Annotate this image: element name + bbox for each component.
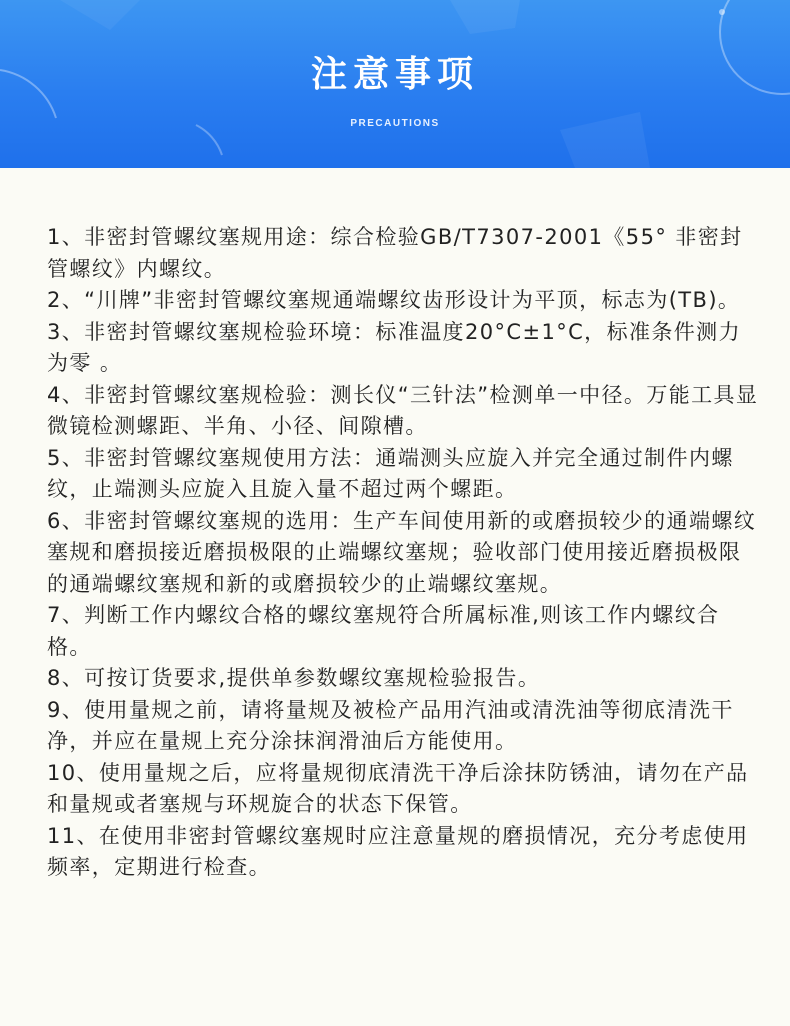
page-subtitle: PRECAUTIONS [350, 118, 440, 129]
page-title: 注意事项 [310, 54, 479, 95]
note-item-4: 4、非密封管螺纹塞规检验：测长仪“三针法”检测单一中径。万能工具显微镜检测螺距、半角、小径、间隙槽。 [47, 382, 759, 438]
note-item-1: 1、非密封管螺纹塞规用途：综合检验GB/T7307-2001《55° 非密封管螺纹》内螺纹。 [47, 225, 743, 281]
note-item-6: 6、非密封管螺纹塞规的选用：生产车间使用新的或磨损较少的通端螺纹塞规和磨损接近磨损极限的止端螺纹塞规；验收部门使用接近磨损极限的通端螺纹塞规和新的或磨损较少的止端螺纹塞规。 [47, 508, 757, 596]
note-item-9: 9、使用量规之前，请将量规及被检产品用汽油或清洗油等彻底清洗干净，并应在量规上充分涂抹润滑油后方能使用。 [47, 697, 734, 753]
note-item-2: 2、“川牌”非密封管螺纹塞规通端螺纹齿形设计为平顶，标志为(TB)。 [47, 288, 741, 312]
note-item-8: 8、可按订货要求,提供单参数螺纹塞规检验报告。 [47, 666, 541, 690]
note-item-3: 3、非密封管螺纹塞规检验环境：标准温度20°C±1°C，标准条件测力为零 。 [47, 319, 741, 375]
note-item-10: 10、使用量规之后，应将量规彻底清洗干净后涂抹防锈油，请勿在产品和量规或者塞规与环规旋合的状态下保管。 [47, 760, 749, 816]
note-item-5: 5、非密封管螺纹塞规使用方法：通端测头应旋入并完全通过制件内螺纹，止端测头应旋入且旋入量不超过两个螺距。 [47, 445, 734, 501]
note-item-7: 7、判断工作内螺纹合格的螺纹塞规符合所属标准,则该工作内螺纹合格。 [47, 603, 720, 659]
header-banner [0, 0, 790, 168]
note-item-11: 11、在使用非密封管螺纹塞规时应注意量规的磨损情况，充分考虑使用频率，定期进行检查。 [47, 823, 749, 879]
precautions-list [47, 222, 762, 884]
